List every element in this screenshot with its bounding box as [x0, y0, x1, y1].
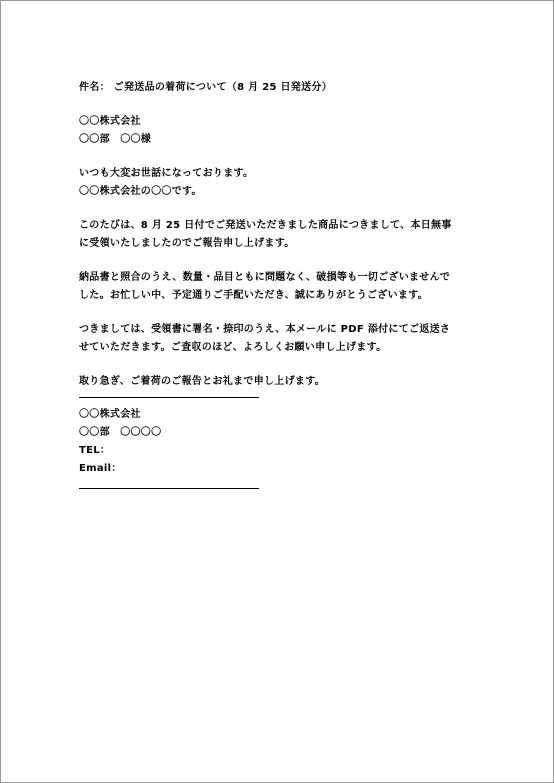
spacer	[79, 305, 479, 321]
spacer	[79, 357, 479, 373]
subject-line: 件名： ご発送品の着荷について（8 月 25 日発送分）	[79, 82, 332, 93]
paragraph-2-line-1: 納品書と照合のうえ、数量・品目ともに問題なく、破損等も一切ございませんで	[79, 272, 451, 283]
closing-line: 取り急ぎ、ご着荷のご報告とお礼まで申し上げます。	[79, 376, 325, 387]
spacer	[79, 149, 479, 165]
greeting-line-2: 〇〇株式会社の〇〇です。	[79, 186, 202, 197]
paragraph-3-line-2: せていただきます。ご査収のほど、よろしくお願い申し上げます。	[79, 342, 387, 353]
signature-rule-bottom	[79, 488, 259, 489]
paragraph-1-line-1: このたびは、8 月 25 日付でご発送いただきました商品につきまして、本日無事	[79, 220, 452, 231]
recipient-person: 〇〇部 〇〇様	[79, 134, 152, 145]
paragraph-2-line-2: した。お忙しい中、予定通りご手配いただき、誠にありがとうございます。	[79, 290, 428, 301]
signature-tel: TEL：	[79, 445, 111, 456]
signature-person: 〇〇部 〇〇〇〇	[79, 427, 162, 438]
spacer	[79, 253, 479, 269]
spacer	[79, 201, 479, 217]
signature-rule-top	[79, 397, 259, 398]
greeting-line-1: いつも大変お世話になっております。	[79, 168, 254, 179]
email-body	[79, 79, 479, 497]
spacer	[79, 97, 479, 113]
signature-company: 〇〇株式会社	[79, 409, 141, 420]
paragraph-3-line-1: つきましては、受領書に署名・捺印のうえ、本メールに PDF 添付にてご返送さ	[79, 324, 451, 335]
recipient-company: 〇〇株式会社	[79, 116, 141, 127]
paragraph-1-line-2: に受領いたしましたのでご報告申し上げます。	[79, 238, 295, 249]
signature-email: Email：	[79, 463, 122, 474]
